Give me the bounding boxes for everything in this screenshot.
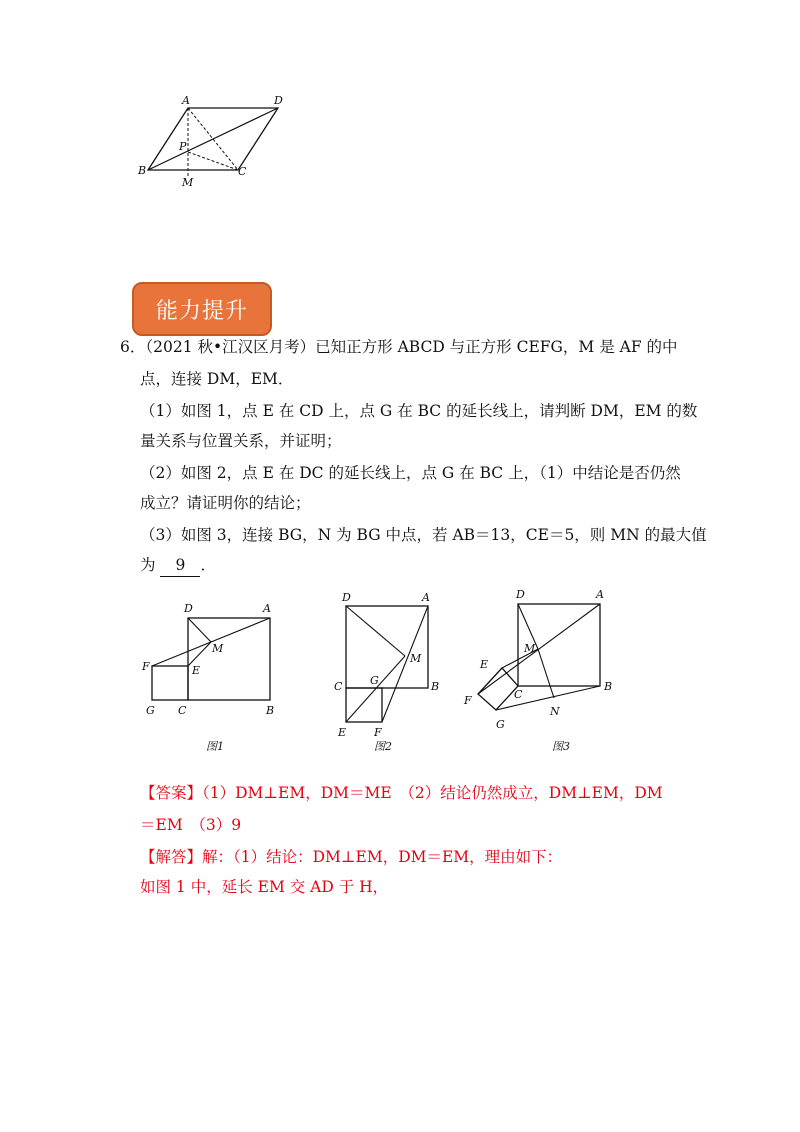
figure-1 [138,596,298,761]
problem-source: （2021 秋•江汉区月考） [145,338,316,356]
problem-number: 6． [120,338,146,356]
fig1-caption: 图1 [206,740,224,753]
fig3-label-B: B [604,680,613,693]
fig2-label-G: G [370,674,379,687]
solution-tag: 【解答】 [140,848,203,866]
q3-prefix: 为 [140,556,156,574]
fig2-label-M: M [410,652,422,665]
answer-tag: 【答案】 [140,784,203,802]
label-C: C [238,165,247,178]
label-A: A [182,94,190,107]
fig1-label-G: G [146,704,155,717]
q3-answer-blank: 9 [160,554,200,577]
fig1-label-A: A [263,602,271,615]
figure-3 [456,586,626,761]
fig1-label-C: C [178,704,187,717]
problem-line-1 [120,336,678,358]
fig1-label-E: E [192,664,201,677]
fig3-label-N: N [550,705,560,718]
label-M: M [182,176,194,189]
fig2-label-C: C [334,680,343,693]
fig2-label-A: A [422,591,430,604]
fig2-label-B: B [431,680,440,693]
q3-suffix: ． [200,556,216,574]
fig1-label-M: M [212,642,224,655]
fig2-label-E: E [338,726,347,739]
question-1-line-b: 量关系与位置关系，并证明； [140,432,342,450]
fig2-label-D: D [342,591,351,604]
fig3-label-G: G [496,718,505,731]
solution-line-1 [140,846,562,868]
solution-text-1: 解：（1）结论：DM⊥EM，DM＝EM，理由如下： [202,848,563,866]
problem-statement: 已知正方形 ABCD 与正方形 CEFG，M 是 AF 的中 [315,338,678,356]
answer-line-2: ＝EM （3）9 [140,816,242,834]
fig3-caption: 图3 [552,740,570,753]
question-3-line-b [140,554,216,577]
label-B: B [138,164,147,177]
fig2-label-F: F [374,726,382,739]
fig3-label-A: A [596,588,604,601]
label-P: P [179,140,187,153]
fig3-label-E: E [480,658,489,671]
fig3-label-F: F [464,694,472,707]
question-3-line-a: （3）如图 3，连接 BG，N 为 BG 中点，若 AB＝13，CE＝5，则 MN 的最大值 [140,526,707,544]
fig3-label-D: D [516,588,525,601]
parallelogram-figure [130,90,300,190]
fig3-label-C: C [514,688,523,701]
problem-line-2: 点，连接 DM，EM． [140,370,294,388]
fig1-label-D: D [184,602,193,615]
answer-text-1: （1）DM⊥EM，DM＝ME （2）结论仍然成立，DM⊥EM，DM [202,784,663,802]
label-D: D [274,94,283,107]
section-badge: 能力提升 [132,282,272,336]
solution-line-2: 如图 1 中，延长 EM 交 AD 于 H， [140,878,389,896]
fig1-label-F: F [142,660,150,673]
question-2-line-b: 成立？请证明你的结论； [140,494,311,512]
question-2-line-a: （2）如图 2，点 E 在 DC 的延长线上，点 G 在 BC 上，（1）中结论是否仍然 [140,464,681,482]
question-1-line-a: （1）如图 1，点 E 在 CD 上，点 G 在 BC 的延长线上，请判断 DM，EM 的数 [140,402,698,420]
fig3-label-M: M [524,642,536,655]
fig1-label-B: B [266,704,275,717]
fig2-caption: 图2 [374,740,392,753]
answer-line-1 [140,782,663,804]
figure-2 [330,586,450,761]
